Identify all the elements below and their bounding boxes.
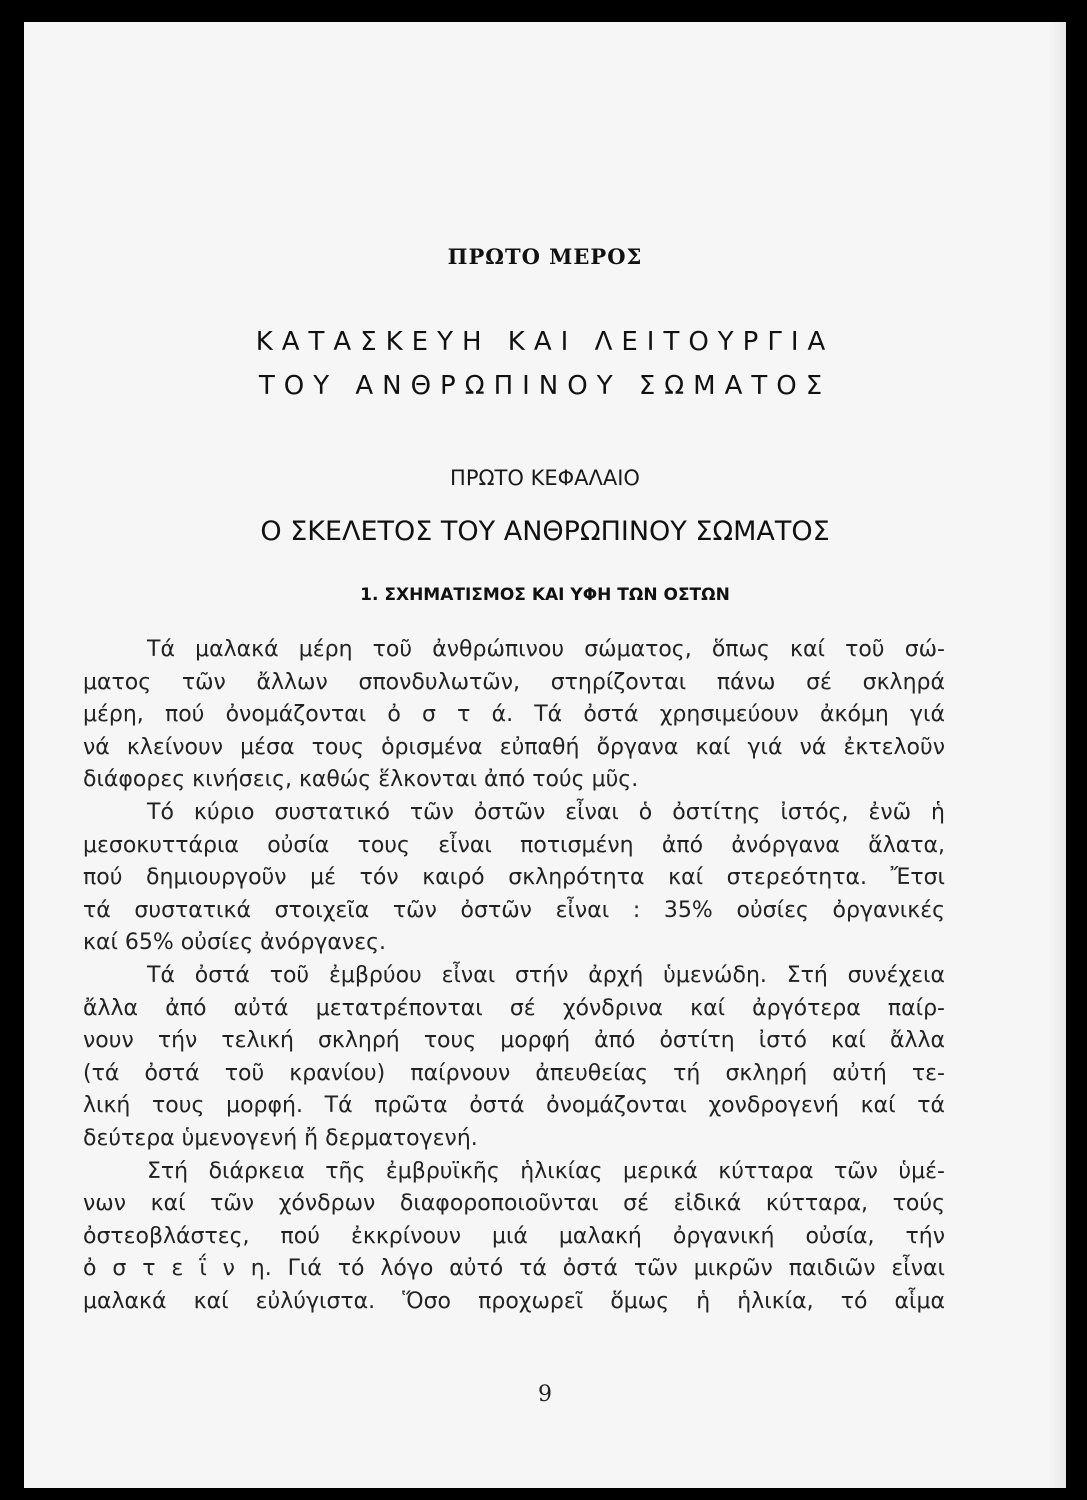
text-line: νά κλείνουν μέσα τους ὁρισμένα εὐπαθή ὄργανα καί γιά νά ἐκτελοῦν [83, 734, 945, 760]
text-line: πού δημιουργοῦν μέ τόν καιρό σκληρότητα καί στερεότητα. Ἔτσι [83, 865, 945, 891]
text-line: Τό κύριο συστατικό τῶν ὀστῶν εἶναι ὁ ὀστίτης ἰστός, ἐνῶ ἡ [147, 799, 945, 825]
text-line: διάφορες κινήσεις, καθώς ἕλκονται ἀπό τούς μῦς. [83, 767, 639, 793]
text-line: ὀ σ τ ε ΐ ν η. Γιά τό λόγο αὐτό τά ὀστά τῶν μικρῶν παιδιῶν εἶναι [83, 1256, 945, 1282]
text-line: (τά ὀστά τοῦ κρανίου) παίρνουν ἀπευθείας τή σκληρή αὐτή τε- [83, 1060, 945, 1086]
text-line: τά συστατικά στοιχεῖα τῶν ὀστῶν εἶναι : 35% οὐσίες ὀργανικές [83, 897, 945, 923]
text-line: νουν τήν τελική σκληρή τους μορφή ἀπό ὀστίτη ἰστό καί ἄλλα [83, 1028, 945, 1054]
chapter-title: Ο ΣΚΕΛΕΤΟΣ ΤΟΥ ΑΝΘΡΩΠΙΝΟΥ ΣΩΜΑΤΟΣ [260, 516, 830, 547]
text-line: νων καί τῶν χόνδρων διαφοροποιοῦνται σέ εἰδικά κύτταρα, τούς [83, 1191, 945, 1217]
text-line: ματος τῶν ἄλλων σπονδυλωτῶν, στηρίζονται πάνω σέ σκληρά [83, 669, 945, 695]
part-title: ΠΡΩΤΟ ΜΕΡΟΣ [447, 244, 643, 269]
text-line: μέρη, πού ὀνομάζονται ὀ σ τ ά. Τά ὀστά χρησιμεύουν ἀκόμη γιά [83, 702, 945, 728]
text-line: Στή διάρκεια τῆς ἐμβρυϊκῆς ἡλικίας μερικά κύτταρα τῶν ὑμέ- [147, 1158, 945, 1184]
text-line: ὀστεοβλάστες, πού ἐκκρίνουν μιά μαλακή ὀργανική οὐσία, τήν [83, 1223, 945, 1249]
body-text [83, 634, 945, 1318]
text-line: δεύτερα ὑμενογενή ἤ δερματογενή. [83, 1125, 478, 1151]
text-line: ἄλλα ἀπό αὐτά μετατρέπονται σέ χόνδρινα καί ἀργότερα παίρ- [83, 995, 945, 1021]
text-line: λική τους μορφή. Τά πρῶτα ὀστά ὀνομάζονται χονδρογενή καί τά [83, 1093, 945, 1119]
text-line: μαλακά καί εὐλύγιστα. Ὅσο προχωρεῖ ὅμως ἡ ἡλικία, τό αἷμα [83, 1288, 945, 1314]
main-title-line-2: ΤΟΥ ΑΝΘΡΩΠΙΝΟΥ ΣΩΜΑΤΟΣ [258, 371, 832, 401]
page-number: 9 [538, 1382, 552, 1407]
section-title: 1. ΣΧΗΜΑΤΙΣΜΟΣ ΚΑΙ ΥΦΗ ΤΩΝ ΟΣΤΩΝ [360, 585, 730, 605]
chapter-label: ΠΡΩΤΟ ΚΕΦΑΛΑΙΟ [450, 466, 640, 490]
text-line: καί 65% οὐσίες ἀνόργανες. [83, 930, 386, 956]
text-line: Τά ὀστά τοῦ ἐμβρύου εἶναι στήν ἀρχή ὑμενώδη. Στή συνέχεια [147, 962, 945, 988]
book-page [24, 22, 1066, 1488]
main-title [24, 320, 1066, 408]
text-line: μεσοκυττάρια οὐσία τους εἶναι ποτισμένη ἀπό ἀνόργανα ἅλατα, [83, 832, 945, 858]
main-title-line-1: ΚΑΤΑΣΚΕΥΗ ΚΑΙ ΛΕΙΤΟΥΡΓΙΑ [255, 327, 835, 357]
text-line: Τά μαλακά μέρη τοῦ ἀνθρώπινου σώματος, ὅπως καί τοῦ σώ- [147, 637, 945, 662]
